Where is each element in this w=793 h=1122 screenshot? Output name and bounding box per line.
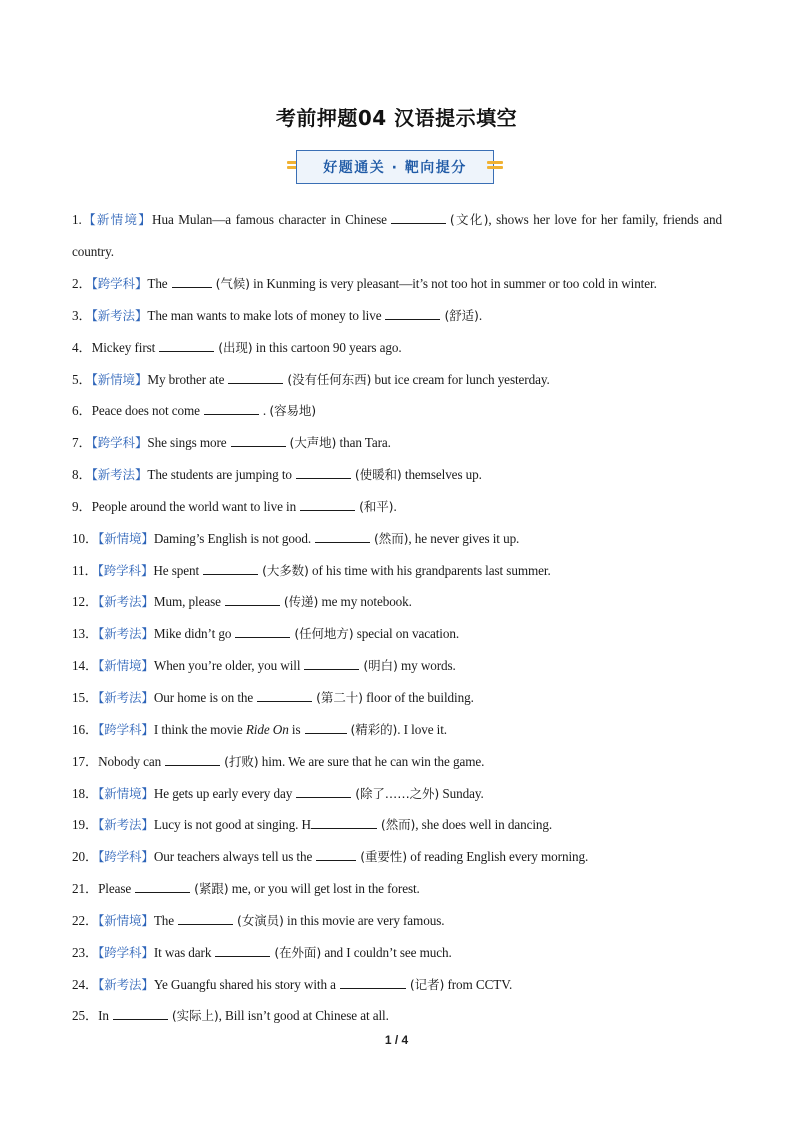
question-item: 15．【新考法】Our home is on the (第二十) floor of the building. bbox=[72, 682, 722, 714]
answer-blank[interactable] bbox=[235, 623, 290, 638]
question-item: 6．Peace does not come . (容易地) bbox=[72, 395, 722, 427]
question-item: 19．【新考法】Lucy is not good at singing. H (然而), she does well in dancing. bbox=[72, 809, 722, 841]
answer-blank[interactable] bbox=[228, 369, 283, 384]
answer-blank[interactable] bbox=[172, 273, 212, 288]
banner-label: 好题通关 · 靶向提分 bbox=[296, 150, 494, 184]
section-banner bbox=[284, 150, 506, 186]
question-item: 11．【跨学科】He spent (大多数) of his time with his grandparents last summer. bbox=[72, 555, 722, 587]
answer-blank[interactable] bbox=[165, 751, 220, 766]
answer-blank[interactable] bbox=[300, 496, 355, 511]
answer-blank[interactable] bbox=[316, 846, 356, 861]
question-item: 9．People around the world want to live in (和平). bbox=[72, 491, 722, 523]
answer-blank[interactable] bbox=[340, 974, 406, 989]
answer-blank[interactable] bbox=[315, 528, 370, 543]
question-item: 10．【新情境】Daming’s English is not good. (然而), he never gives it up. bbox=[72, 523, 722, 555]
answer-blank[interactable] bbox=[311, 814, 377, 829]
question-item: 5．【新情境】My brother ate (没有任何东西) but ice cream for lunch yesterday. bbox=[72, 364, 722, 396]
answer-blank[interactable] bbox=[159, 337, 214, 352]
question-item: 25．In (实际上), Bill isn’t good at Chinese at all. bbox=[72, 1000, 722, 1032]
answer-blank[interactable] bbox=[215, 942, 270, 957]
question-item: 20．【跨学科】Our teachers always tell us the (重要性) of reading English every morning. bbox=[72, 841, 722, 873]
answer-blank[interactable] bbox=[203, 560, 258, 575]
page-number: 1 / 4 bbox=[384, 1033, 409, 1047]
answer-blank[interactable] bbox=[304, 655, 359, 670]
answer-blank[interactable] bbox=[113, 1005, 168, 1020]
question-list bbox=[72, 204, 722, 1032]
question-item: 8．【新考法】The students are jumping to (使暖和) themselves up. bbox=[72, 459, 722, 491]
answer-blank[interactable] bbox=[305, 719, 347, 734]
question-item: 13．【新考法】Mike didn’t go (任何地方) special on vacation. bbox=[72, 618, 722, 650]
question-item: 21．Please (紧跟) me, or you will get lost in the forest. bbox=[72, 873, 722, 905]
question-item: 17．Nobody can (打败) him. We are sure that he can win the game. bbox=[72, 746, 722, 778]
answer-blank[interactable] bbox=[178, 910, 233, 925]
answer-blank[interactable] bbox=[204, 400, 259, 415]
answer-blank[interactable] bbox=[296, 783, 351, 798]
banner-right-bars-icon bbox=[487, 161, 503, 174]
question-item: 16．【跨学科】I think the movie Ride On is (精彩的). I love it. bbox=[72, 714, 722, 746]
question-item: 24．【新考法】Ye Guangfu shared his story with a (记者) from CCTV. bbox=[72, 969, 722, 1001]
answer-blank[interactable] bbox=[385, 305, 440, 320]
question-item: 3．【新考法】The man wants to make lots of money to live (舒适). bbox=[72, 300, 722, 332]
answer-blank[interactable] bbox=[135, 878, 190, 893]
answer-blank[interactable] bbox=[391, 209, 446, 224]
question-item: 18．【新情境】He gets up early every day (除了……之外) Sunday. bbox=[72, 778, 722, 810]
question-item: 22．【新情境】The (女演员) in this movie are very famous. bbox=[72, 905, 722, 937]
answer-blank[interactable] bbox=[231, 432, 286, 447]
question-item: 2．【跨学科】The (气候) in Kunming is very pleasant—it’s not too hot in summer or too cold in winter. bbox=[72, 268, 722, 300]
answer-blank[interactable] bbox=[225, 591, 280, 606]
question-item: 12．【新考法】Mum, please (传递) me my notebook. bbox=[72, 586, 722, 618]
question-item: 7．【跨学科】She sings more (大声地) than Tara. bbox=[72, 427, 722, 459]
page-title: 考前押题04 汉语提示填空 bbox=[275, 106, 518, 130]
answer-blank[interactable] bbox=[296, 464, 351, 479]
question-item: 14．【新情境】When you’re older, you will (明白) my words. bbox=[72, 650, 722, 682]
question-item: 23．【跨学科】It was dark (在外面) and I couldn’t see much. bbox=[72, 937, 722, 969]
question-item: 4．Mickey first (出现) in this cartoon 90 years ago. bbox=[72, 332, 722, 364]
question-item: 1.【新情境】Hua Mulan—a famous character in Chinese (文化), shows her love for her family, friends and country. bbox=[72, 204, 722, 268]
answer-blank[interactable] bbox=[257, 687, 312, 702]
